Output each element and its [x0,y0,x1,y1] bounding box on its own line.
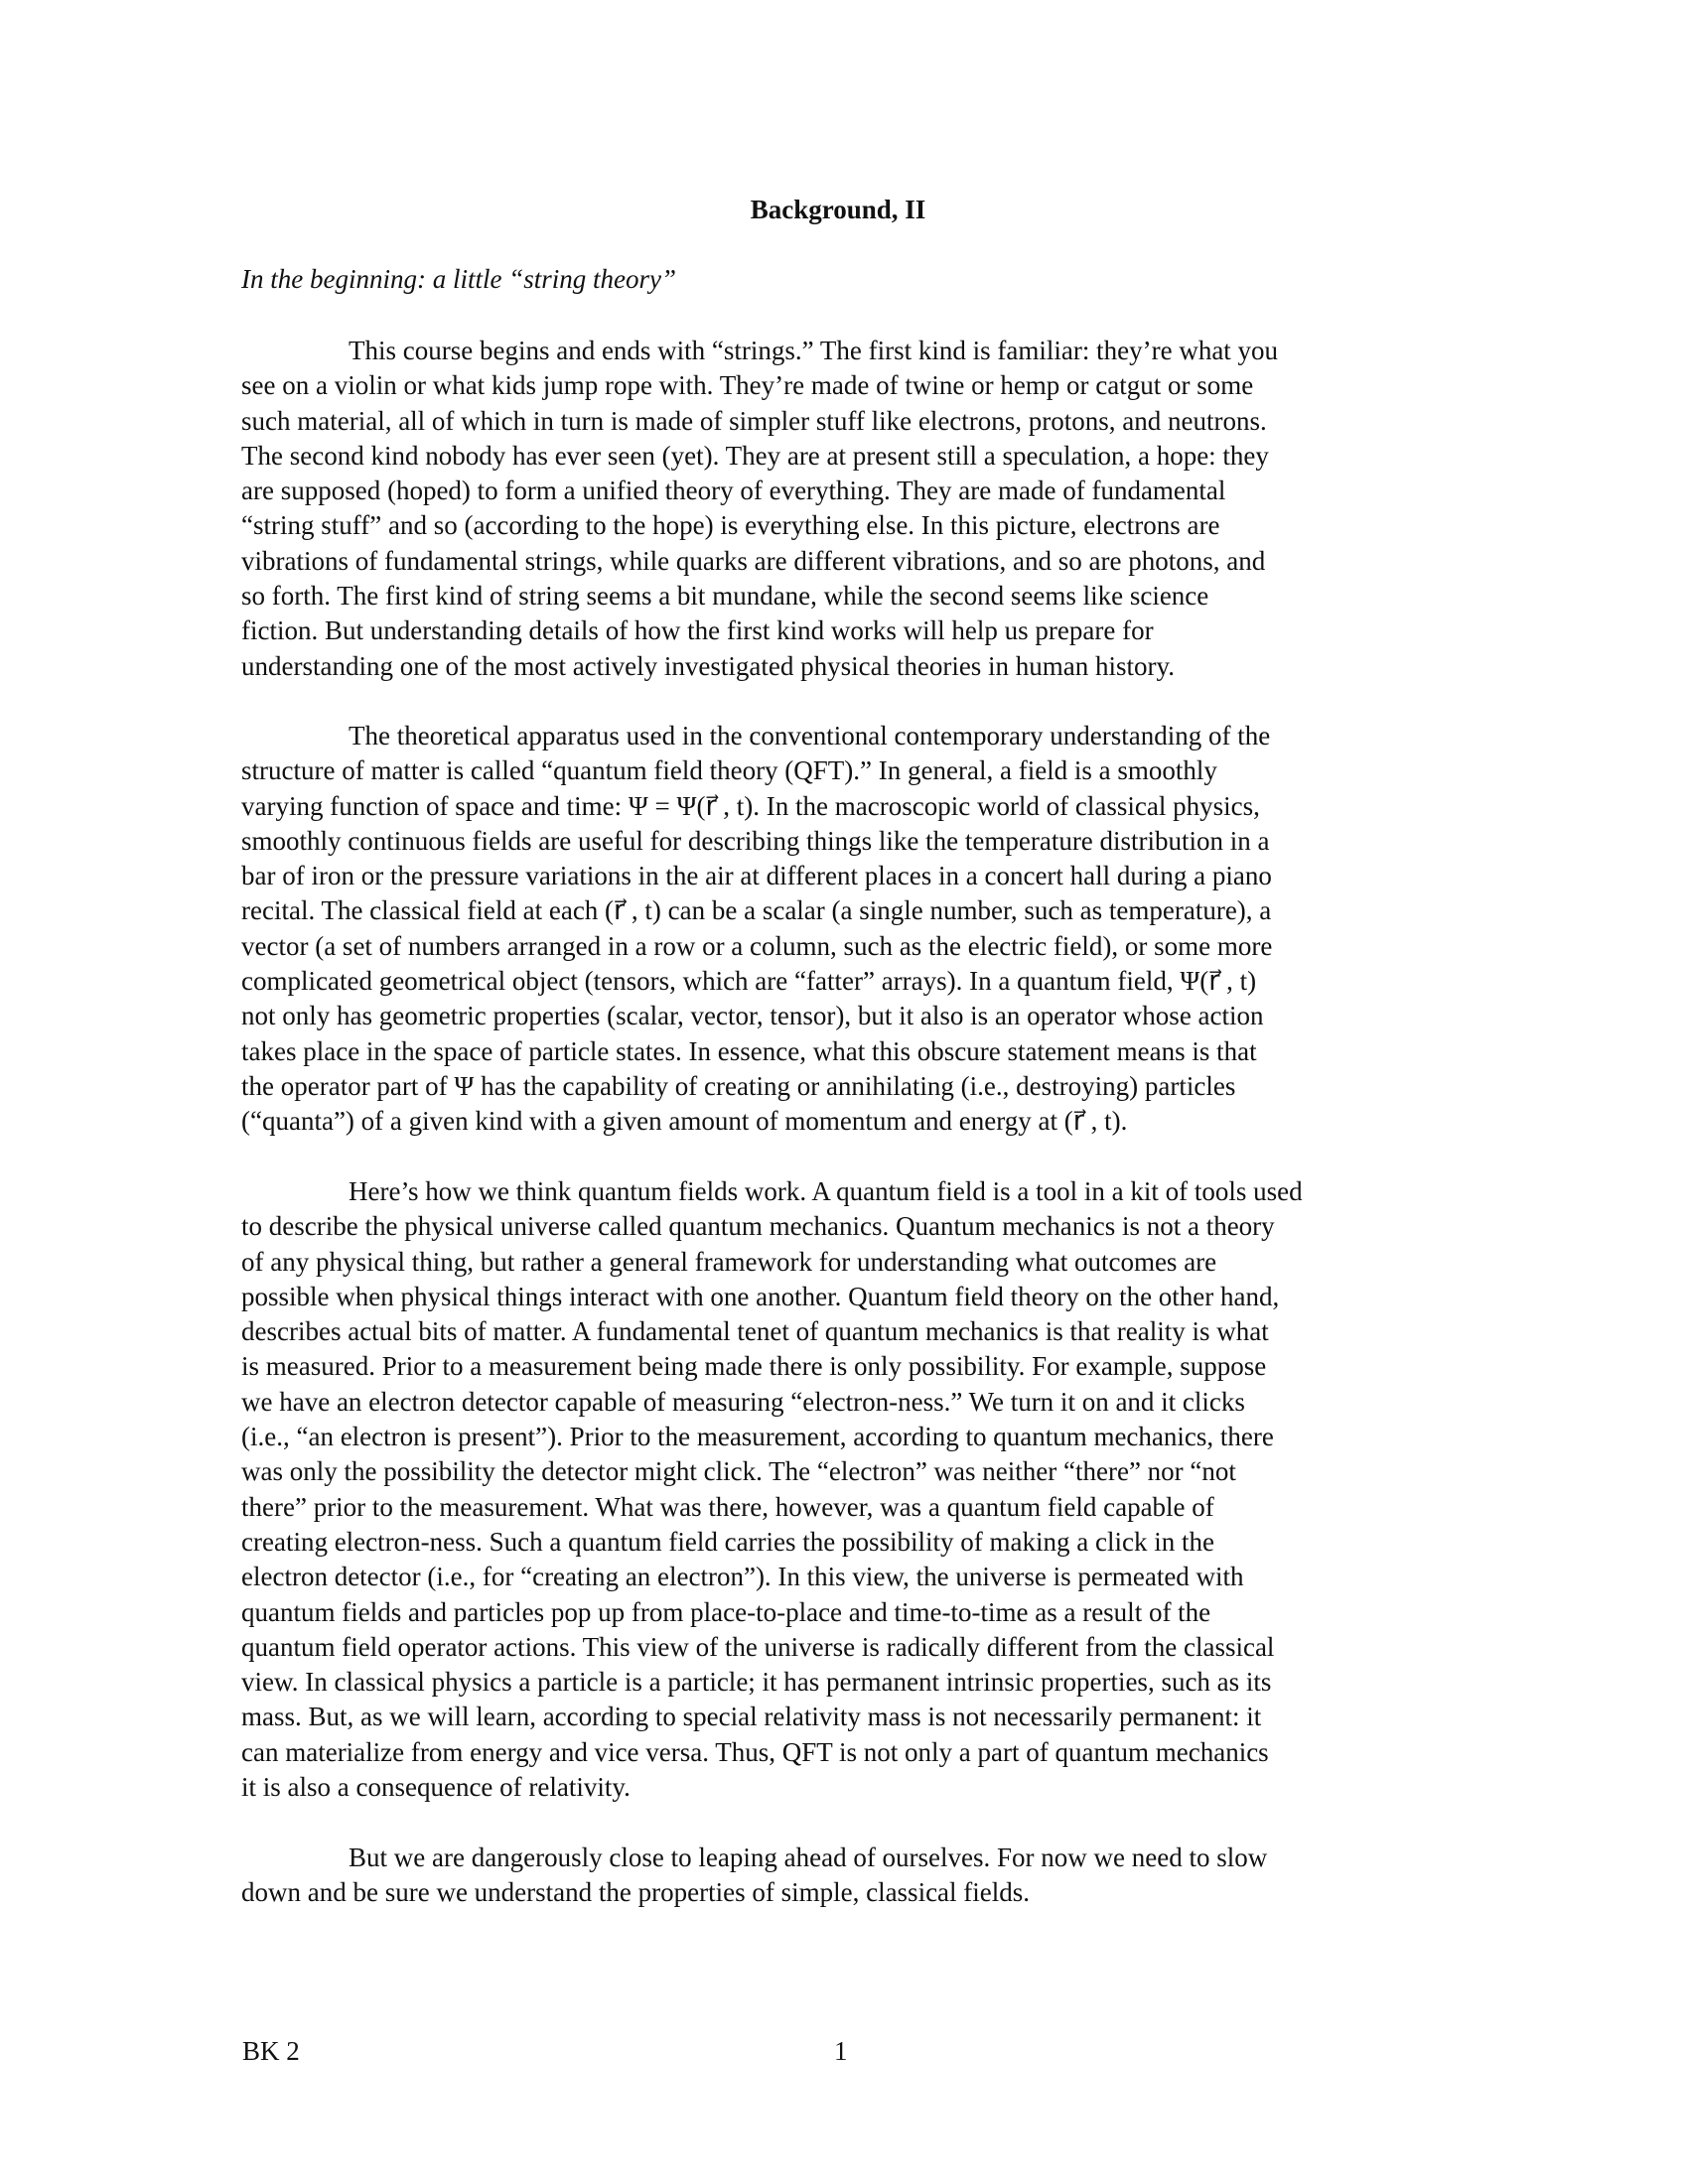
text-line: mass. But, as we will learn, according to special relativity mass is not necessarily permanent: it [241,1702,1262,1732]
text-line: down and be sure we understand the properties of simple, classical fields. [241,1877,1031,1908]
text-line: is measured. Prior to a measurement being made there is only possibility. For example, suppose [241,1351,1267,1382]
text-line: Here’s how we think quantum fields work. A quantum field is a tool in a kit of tools used [349,1176,1303,1206]
text-line: it is also a consequence of relativity. [241,1772,631,1803]
footer-label: BK 2 [242,2036,300,2066]
text-line: to describe the physical universe called quantum mechanics. Quantum mechanics is not a theory [241,1211,1275,1242]
text-line: The second kind nobody has ever seen (yet). They are at present still a speculation, a hope: they [241,440,1269,471]
text-line: vibrations of fundamental strings, while quarks are different vibrations, and so are photons, and [241,545,1266,576]
text-line: the operator part of Ψ has the capability of creating or annihilating (i.e., destroying) particles [241,1070,1236,1101]
text-line: vector (a set of numbers arranged in a row or a column, such as the electric field), or some more [241,930,1273,961]
text-line: electron detector (i.e., for “creating an electron”). In this view, the universe is permeated with [241,1562,1244,1592]
text-line: recital. The classical field at each (r⃗ , t) can be a scalar (a single number, such as temperature), a [241,895,1272,926]
text-line: takes place in the space of particle states. In essence, what this obscure statement means is that [241,1035,1257,1066]
text-line: complicated geometrical object (tensors, which are “fatter” arrays). In a quantum field, Ψ(r⃗ , t) [241,966,1257,997]
text-line: there” prior to the measurement. What was there, however, was a quantum field capable of [241,1491,1214,1522]
text-line: we have an electron detector capable of measuring “electron-ness.” We turn it on and it clicks [241,1386,1245,1417]
text-line: bar of iron or the pressure variations in the air at different places in a concert hall during a piano [241,861,1272,891]
text-line: But we are dangerously close to leaping ahead of ourselves. For now we need to slow [349,1843,1268,1872]
text-line: fiction. But understanding details of how the first kind works will help us prepare for [241,615,1154,646]
text-line: This course begins and ends with “strings.” The first kind is familiar: they’re what you [349,336,1279,365]
paragraph-text [241,719,1443,1140]
text-line: so forth. The first kind of string seems a bit mundane, while the second seems like science [241,581,1209,612]
paragraph-1 [241,334,1443,684]
text-line: The theoretical apparatus used in the conventional contemporary understanding of the [349,721,1271,751]
text-line: possible when physical things interact with one another. Quantum field theory on the other hand, [241,1281,1280,1311]
text-line: (i.e., “an electron is present”). Prior to the measurement, according to quantum mechanics, there [241,1422,1274,1452]
text-line: (“quanta”) of a given kind with a given amount of momentum and energy at (r⃗ , t). [241,1106,1128,1137]
text-line: of any physical thing, but rather a general framework for understanding what outcomes are [241,1246,1217,1277]
text-line: quantum fields and particles pop up from place-to-place and time-to-time as a result of the [241,1596,1211,1627]
text-line: “string stuff” and so (according to the hope) is everything else. In this picture, electrons are [241,510,1220,541]
text-line: not only has geometric properties (scalar, vector, tensor), but it also is an operator whose action [241,1001,1264,1031]
page-number: 1 [834,2036,848,2066]
text-line: smoothly continuous fields are useful for describing things like the temperature distribution in a [241,825,1270,856]
paragraph-4 [241,1841,1443,1911]
paragraph-text [241,334,1443,684]
text-line: creating electron-ness. Such a quantum field carries the possibility of making a click in the [241,1526,1214,1557]
paragraph-2 [241,719,1443,1140]
paragraph-3 [241,1174,1443,1805]
text-line: describes actual bits of matter. A fundamental tenet of quantum mechanics is that reality is what [241,1316,1269,1347]
paragraph-text [241,1174,1443,1805]
text-line: can materialize from energy and vice versa. Thus, QFT is not only a part of quantum mechanics [241,1736,1269,1767]
text-line: structure of matter is called “quantum field theory (QFT).” In general, a field is a smoothly [241,755,1217,786]
text-line: view. In classical physics a particle is a particle; it has permanent intrinsic properties, such as its [241,1667,1272,1698]
text-line: see on a violin or what kids jump rope with. They’re made of twine or hemp or catgut or some [241,370,1254,401]
text-line: are supposed (hoped) to form a unified theory of everything. They are made of fundamental [241,476,1226,506]
text-line: was only the possibility the detector might click. The “electron” was neither “there” nor “not [241,1456,1236,1487]
section-heading: In the beginning: a little “string theory” [241,264,676,294]
text-line: varying function of space and time: Ψ = Ψ(r⃗ , t). In the macroscopic world of classical physics, [241,790,1260,821]
text-line: understanding one of the most actively investigated physical theories in human history. [241,650,1176,681]
paragraph-text [241,1841,1443,1911]
page-title: Background, II [750,195,926,224]
text-line: such material, all of which in turn is made of simpler stuff like electrons, protons, and neutrons. [241,405,1267,436]
text-line: quantum field operator actions. This view of the universe is radically different from the classical [241,1631,1275,1662]
